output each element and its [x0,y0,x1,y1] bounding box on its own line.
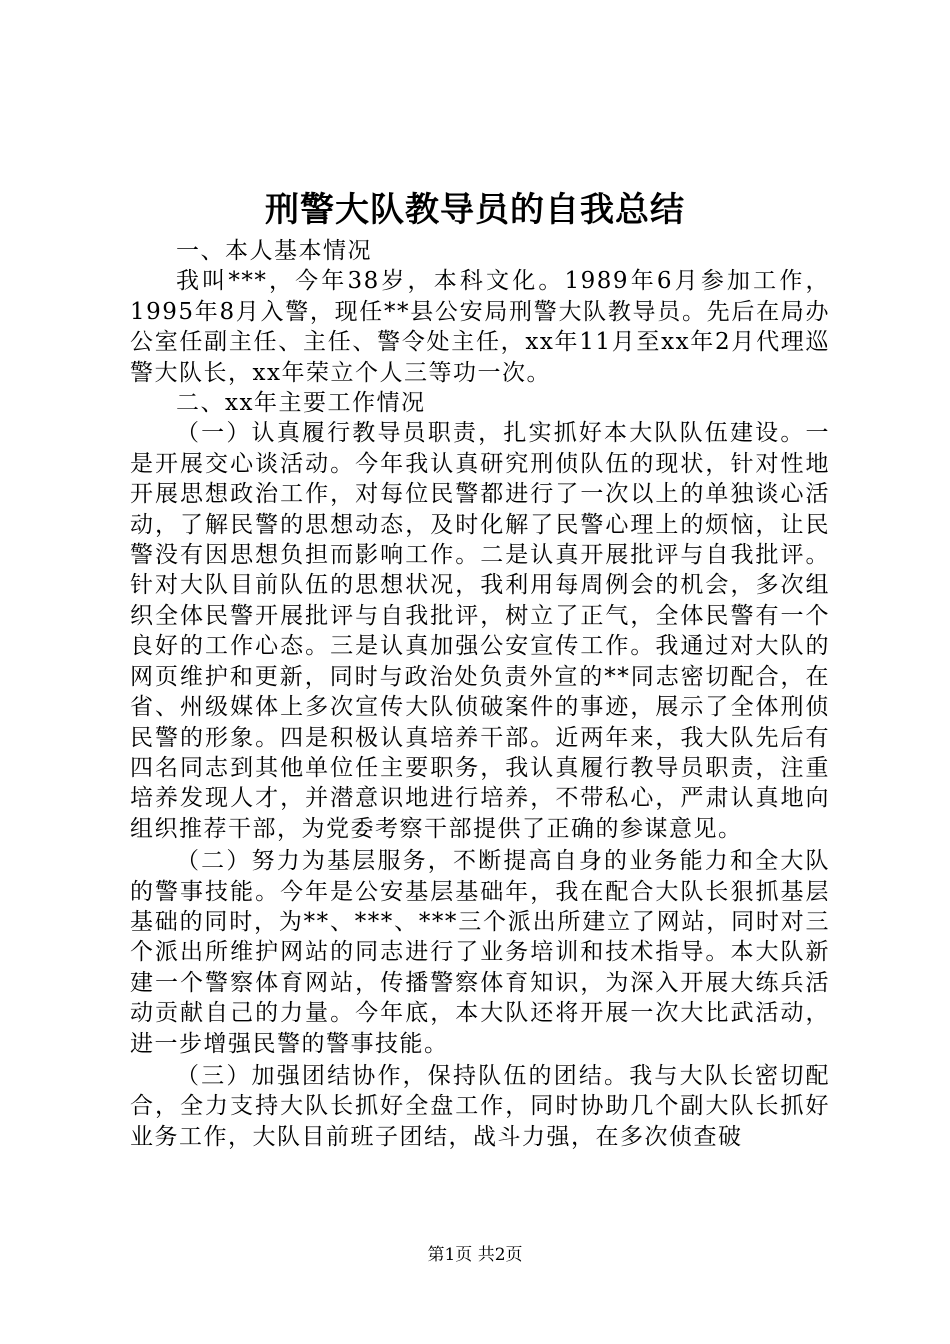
section-heading-basic-info: 一、本人基本情况 [176,238,372,264]
document-title: 刑警大队教导员的自我总结 [265,190,685,230]
paragraph-work-item-2: （二）努力为基层服务，不断提高自身的业务能力和全大队的警事技能。今年是公安基层基础年，我在配合大队长狠抓基层基础的同时，为**、***、***三个派出所建立了网站，同时对三个派出所维护网站的同志进行了业务培训和技术指导。本大队新建一个警察体育网站，传播警察体育知识，为深入开展大练兵活动贡献自己的力量。今年底，本大队还将开展一次大比武活动，进一步增强民警的警事技能。 [130,848,830,1057]
paragraph-basic-info: 我叫***，今年38岁，本科文化。1989年6月参加工作，1995年8月入警，现任**县公安局刑警大队教导员。先后在局办公室任副主任、主任、警令处主任，xx年11月至xx年2月代理巡警大队长，xx年荣立个人三等功一次。 [130,268,830,386]
section-heading-main-work: 二、xx年主要工作情况 [176,390,426,417]
paragraph-work-item-1: （一）认真履行教导员职责，扎实抓好本大队队伍建设。一是开展交心谈活动。今年我认真研究刑侦队伍的现状，针对性地开展思想政治工作，对每位民警都进行了一次以上的单独谈心活动，了解民警的思想动态，及时化解了民警心理上的烦恼，让民警没有因思想负担而影响工作。二是认真开展批评与自我批评。针对大队目前队伍的思想状况，我利用每周例会的机会，多次组织全体民警开展批评与自我批评，树立了正气，全体民警有一个良好的工作心态。三是认真加强公安宣传工作。我通过对大队的网页维护和更新，同时与政治处负责外宣的**同志密切配合，在省、州级媒体上多次宣传大队侦破案件的事迹，展示了全体刑侦民警的形象。四是积极认真培养干部。近两年来，我大队先后有四名同志到其他单位任主要职务，我认真履行教导员职责，注重培养发现人才，并潜意识地进行培养，不带私心，严肃认真地向组织推荐干部，为党委考察干部提供了正确的参谋意见。 [130,420,830,842]
document-body [130,236,830,1152]
paragraph-work-item-3: （三）加强团结协作，保持队伍的团结。我与大队长密切配合，全力支持大队长抓好全盘工作，同时协助几个副大队长抓好业务工作，大队目前班子团结，战斗力强，在多次侦查破 [130,1062,830,1150]
page-footer: 第1页 共2页 [427,1245,523,1265]
